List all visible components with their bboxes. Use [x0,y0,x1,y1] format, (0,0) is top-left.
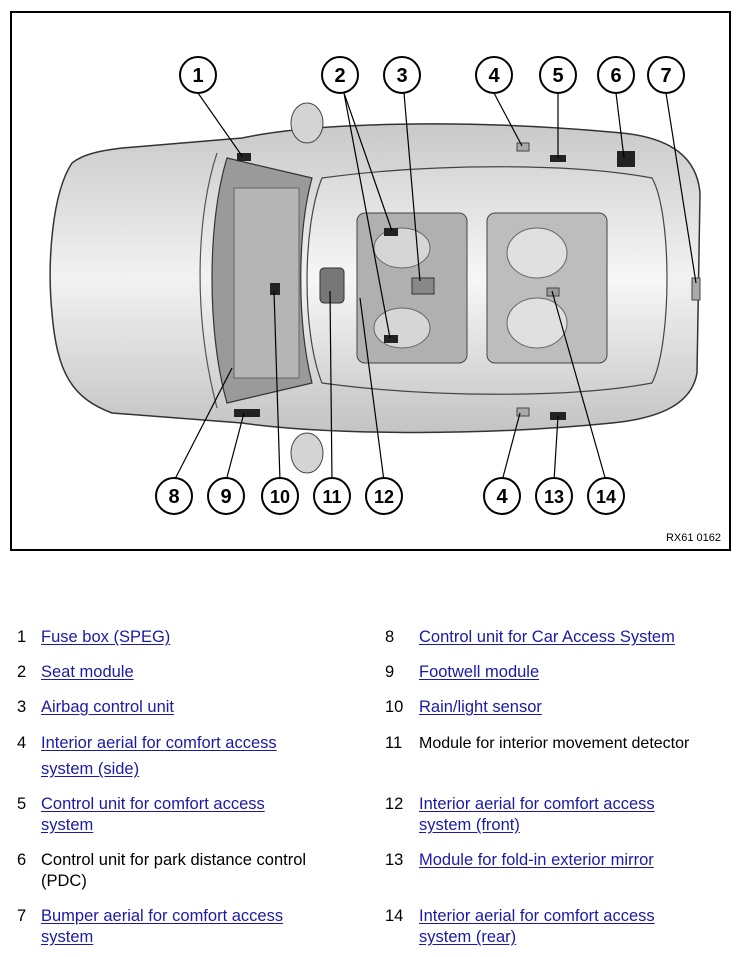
legend-text-pdc-control-unit: Control unit for park distance control (PDC) [41,851,307,890]
svg-text:4: 4 [488,65,500,87]
legend-number: 4 [17,734,27,752]
callout-4-bottom [484,478,520,514]
callouts-top [180,57,684,93]
callout-11 [314,478,350,514]
legend-link-fuse-box[interactable]: Fuse box (SPEG) [41,628,171,646]
legend-link-airbag-control-unit[interactable]: Airbag control unit [41,698,174,716]
svg-text:9: 9 [220,486,232,508]
callout-13 [536,478,572,514]
svg-text:13: 13 [543,487,565,507]
svg-text:2: 2 [334,65,346,87]
legend-number: 2 [17,663,27,681]
legend-number: 6 [17,851,27,869]
legend-link-interior-aerial-side[interactable]: Interior aerial for comfort access system (side) [41,734,277,778]
legend-link-interior-aerial-rear[interactable]: Interior aerial for comfort access system (rear) [419,907,655,946]
svg-text:6: 6 [610,65,622,87]
callout-2 [322,57,358,93]
right-mirror [291,433,323,473]
callout-4-top [476,57,512,93]
callout-1 [180,57,216,93]
callout-9 [208,478,244,514]
legend-link-fold-in-mirror-module[interactable]: Module for fold-in exterior mirror [419,851,654,869]
callout-7 [648,57,684,93]
legend-number: 12 [385,795,404,813]
legend-link-car-access-system[interactable]: Control unit for Car Access System [419,628,675,646]
callout-6 [598,57,634,93]
legend-link-seat-module[interactable]: Seat module [41,663,134,681]
legend-number: 1 [17,628,27,646]
legend-number: 14 [385,907,404,925]
legend-number: 13 [385,851,404,869]
legend-number: 9 [385,663,395,681]
callouts-bottom [156,478,624,514]
svg-text:10: 10 [269,487,291,507]
dashboard-area [234,188,299,378]
svg-text:3: 3 [396,65,408,87]
callout-12 [366,478,402,514]
legend-number: 3 [17,698,27,716]
callout-10 [262,478,298,514]
svg-text:1: 1 [192,65,204,87]
svg-text:11: 11 [322,487,342,507]
callout-3 [384,57,420,93]
left-mirror [291,103,323,143]
legend-link-interior-aerial-front[interactable]: Interior aerial for comfort access system (front) [419,795,655,834]
svg-text:14: 14 [595,487,617,507]
legend-number: 5 [17,795,27,813]
svg-text:5: 5 [552,65,564,87]
svg-text:7: 7 [660,65,672,87]
legend-number: 8 [385,628,395,646]
legend-link-comfort-access-control-unit[interactable]: Control unit for comfort access system [41,795,265,834]
svg-text:12: 12 [373,487,395,507]
callout-5 [540,57,576,93]
legend-number: 11 [385,734,403,752]
legend-number: 7 [17,907,27,925]
svg-text:8: 8 [168,486,180,508]
legend-link-footwell-module[interactable]: Footwell module [419,663,540,681]
svg-text:4: 4 [496,486,508,508]
callout-8 [156,478,192,514]
figure-reference-code: RX61 0162 [665,532,721,544]
legend-number: 10 [385,698,404,716]
car-diagram-figure [10,11,731,551]
legend-text-movement-detector: Module for interior movement detector [419,735,690,752]
legend-link-bumper-aerial[interactable]: Bumper aerial for comfort access system [41,907,284,946]
legend-link-rain-light-sensor[interactable]: Rain/light sensor [419,698,542,716]
callout-14 [588,478,624,514]
car-top-view-illustration [12,13,729,549]
